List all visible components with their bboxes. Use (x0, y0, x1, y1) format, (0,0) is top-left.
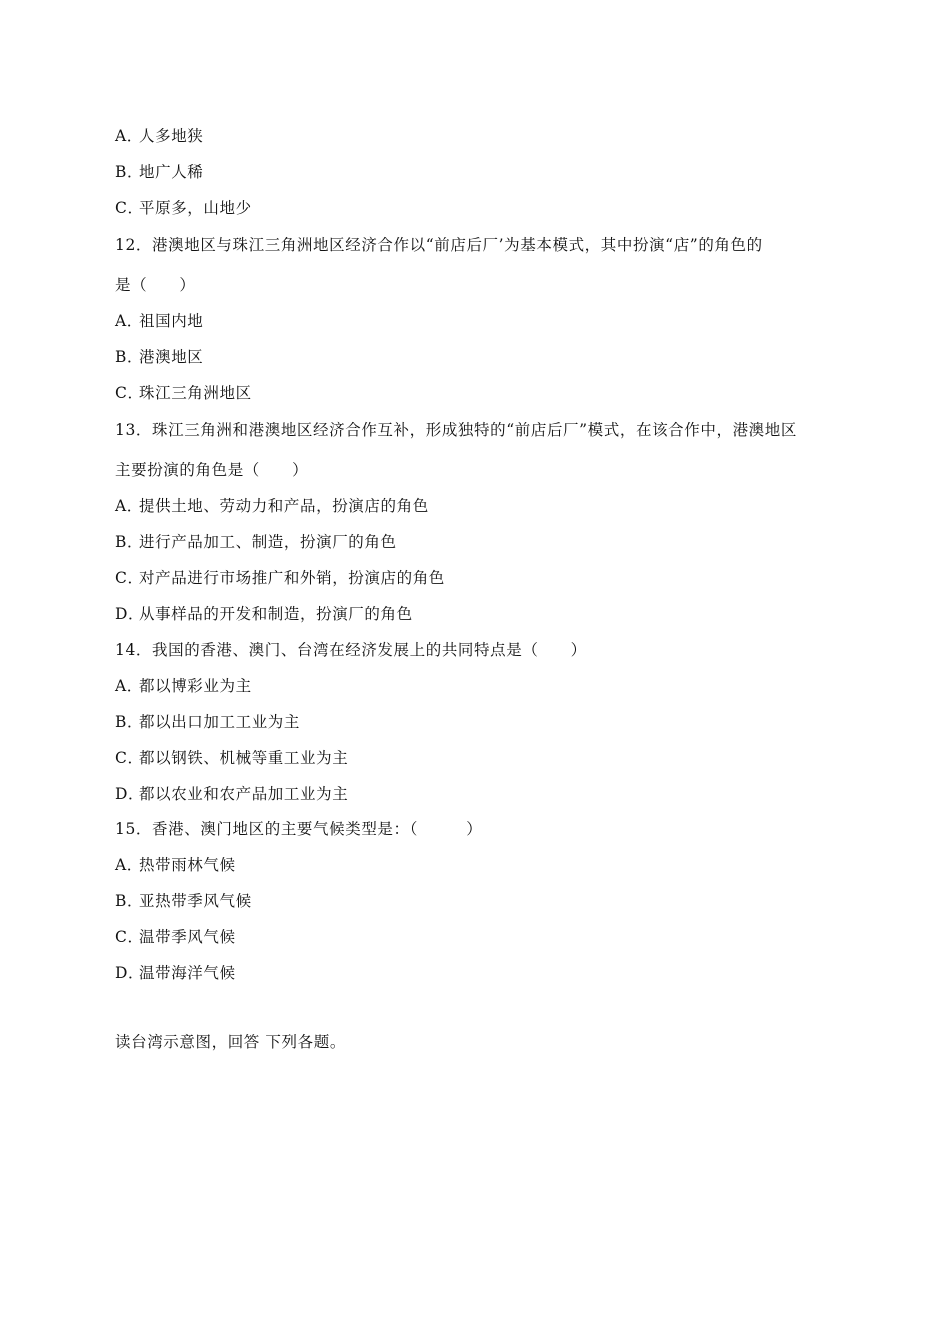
q11-option-a (115, 126, 203, 146)
q12-option-c (115, 383, 252, 403)
q14-option-b (115, 712, 300, 732)
option-letter: C． (115, 384, 144, 402)
q15-stem-line1 (115, 819, 482, 839)
q15-option-a (115, 855, 236, 875)
q12-option-a (115, 311, 203, 331)
option-letter: A． (115, 312, 143, 330)
q11-option-b (115, 162, 203, 182)
option-text: 温带季风气候 (139, 928, 236, 946)
map-reading-instruction: 读台湾示意图，回答 下列各题。 (115, 1033, 346, 1051)
option-text: 对产品进行市场推广和外销，扮演店的角色 (139, 569, 445, 587)
option-text: 提供土地、劳动力和产品，扮演店的角色 (139, 497, 429, 515)
option-letter: B． (115, 892, 144, 910)
option-text: 人多地狭 (139, 127, 204, 145)
option-letter: B． (115, 713, 144, 731)
option-letter: C． (115, 199, 144, 217)
q14-option-c (115, 748, 348, 768)
q12-stem-line1 (115, 235, 763, 255)
question-text: 港澳地区与珠江三角洲地区经济合作以“前店后厂’为基本模式，其中扮演“店”的角色的 (152, 236, 763, 254)
question-number: 13． (115, 421, 153, 439)
question-text: 我国的香港、澳门、台湾在经济发展上的共同特点是（ ） (152, 641, 587, 659)
option-letter: A． (115, 497, 143, 515)
option-text: 祖国内地 (139, 312, 204, 330)
option-letter: D． (115, 964, 145, 982)
q13-option-c (115, 568, 445, 588)
question-text: 珠江三角洲和港澳地区经济合作互补，形成独特的“前店后厂”模式，在该合作中，港澳地区 (152, 421, 797, 439)
option-letter: A． (115, 127, 143, 145)
option-text: 亚热带季风气候 (139, 892, 252, 910)
q12-stem-line2: 是（ ） (115, 276, 196, 294)
q14-stem-line1 (115, 640, 587, 660)
q14-option-a (115, 676, 252, 696)
option-letter: A． (115, 677, 143, 695)
option-text: 都以农业和农产品加工业为主 (139, 785, 349, 803)
option-letter: B． (115, 533, 144, 551)
option-letter: A． (115, 856, 143, 874)
option-text: 温带海洋气候 (139, 964, 236, 982)
question-text: 香港、澳门地区的主要气候类型是：（ ） (152, 820, 483, 838)
option-text: 珠江三角洲地区 (139, 384, 252, 402)
q14-option-d (115, 784, 348, 804)
option-letter: D． (115, 605, 145, 623)
option-text: 地广人稀 (139, 163, 204, 181)
option-text: 进行产品加工、制造，扮演厂的角色 (139, 533, 397, 551)
option-letter: B． (115, 163, 144, 181)
option-text: 港澳地区 (139, 348, 204, 366)
option-letter: B． (115, 348, 144, 366)
option-text: 都以出口加工工业为主 (139, 713, 301, 731)
q15-option-d (115, 963, 236, 983)
option-text: 平原多，山地少 (139, 199, 252, 217)
option-letter: C． (115, 569, 144, 587)
q13-stem-line1 (115, 420, 797, 440)
option-letter: C． (115, 928, 144, 946)
option-letter: C． (115, 749, 144, 767)
q13-option-d (115, 604, 413, 624)
q11-option-c (115, 198, 252, 218)
q13-option-a (115, 496, 429, 516)
question-number: 12． (115, 236, 153, 254)
option-text: 从事样品的开发和制造，扮演厂的角色 (139, 605, 413, 623)
question-number: 15． (115, 820, 153, 838)
option-text: 热带雨林气候 (139, 856, 236, 874)
option-letter: D． (115, 785, 145, 803)
q13-option-b (115, 532, 397, 552)
q13-stem-line2: 主要扮演的角色是（ ） (115, 461, 309, 479)
question-number: 14． (115, 641, 153, 659)
q12-option-b (115, 347, 203, 367)
option-text: 都以博彩业为主 (139, 677, 252, 695)
q15-option-c (115, 927, 236, 947)
option-text: 都以钢铁、机械等重工业为主 (139, 749, 349, 767)
q15-option-b (115, 891, 252, 911)
